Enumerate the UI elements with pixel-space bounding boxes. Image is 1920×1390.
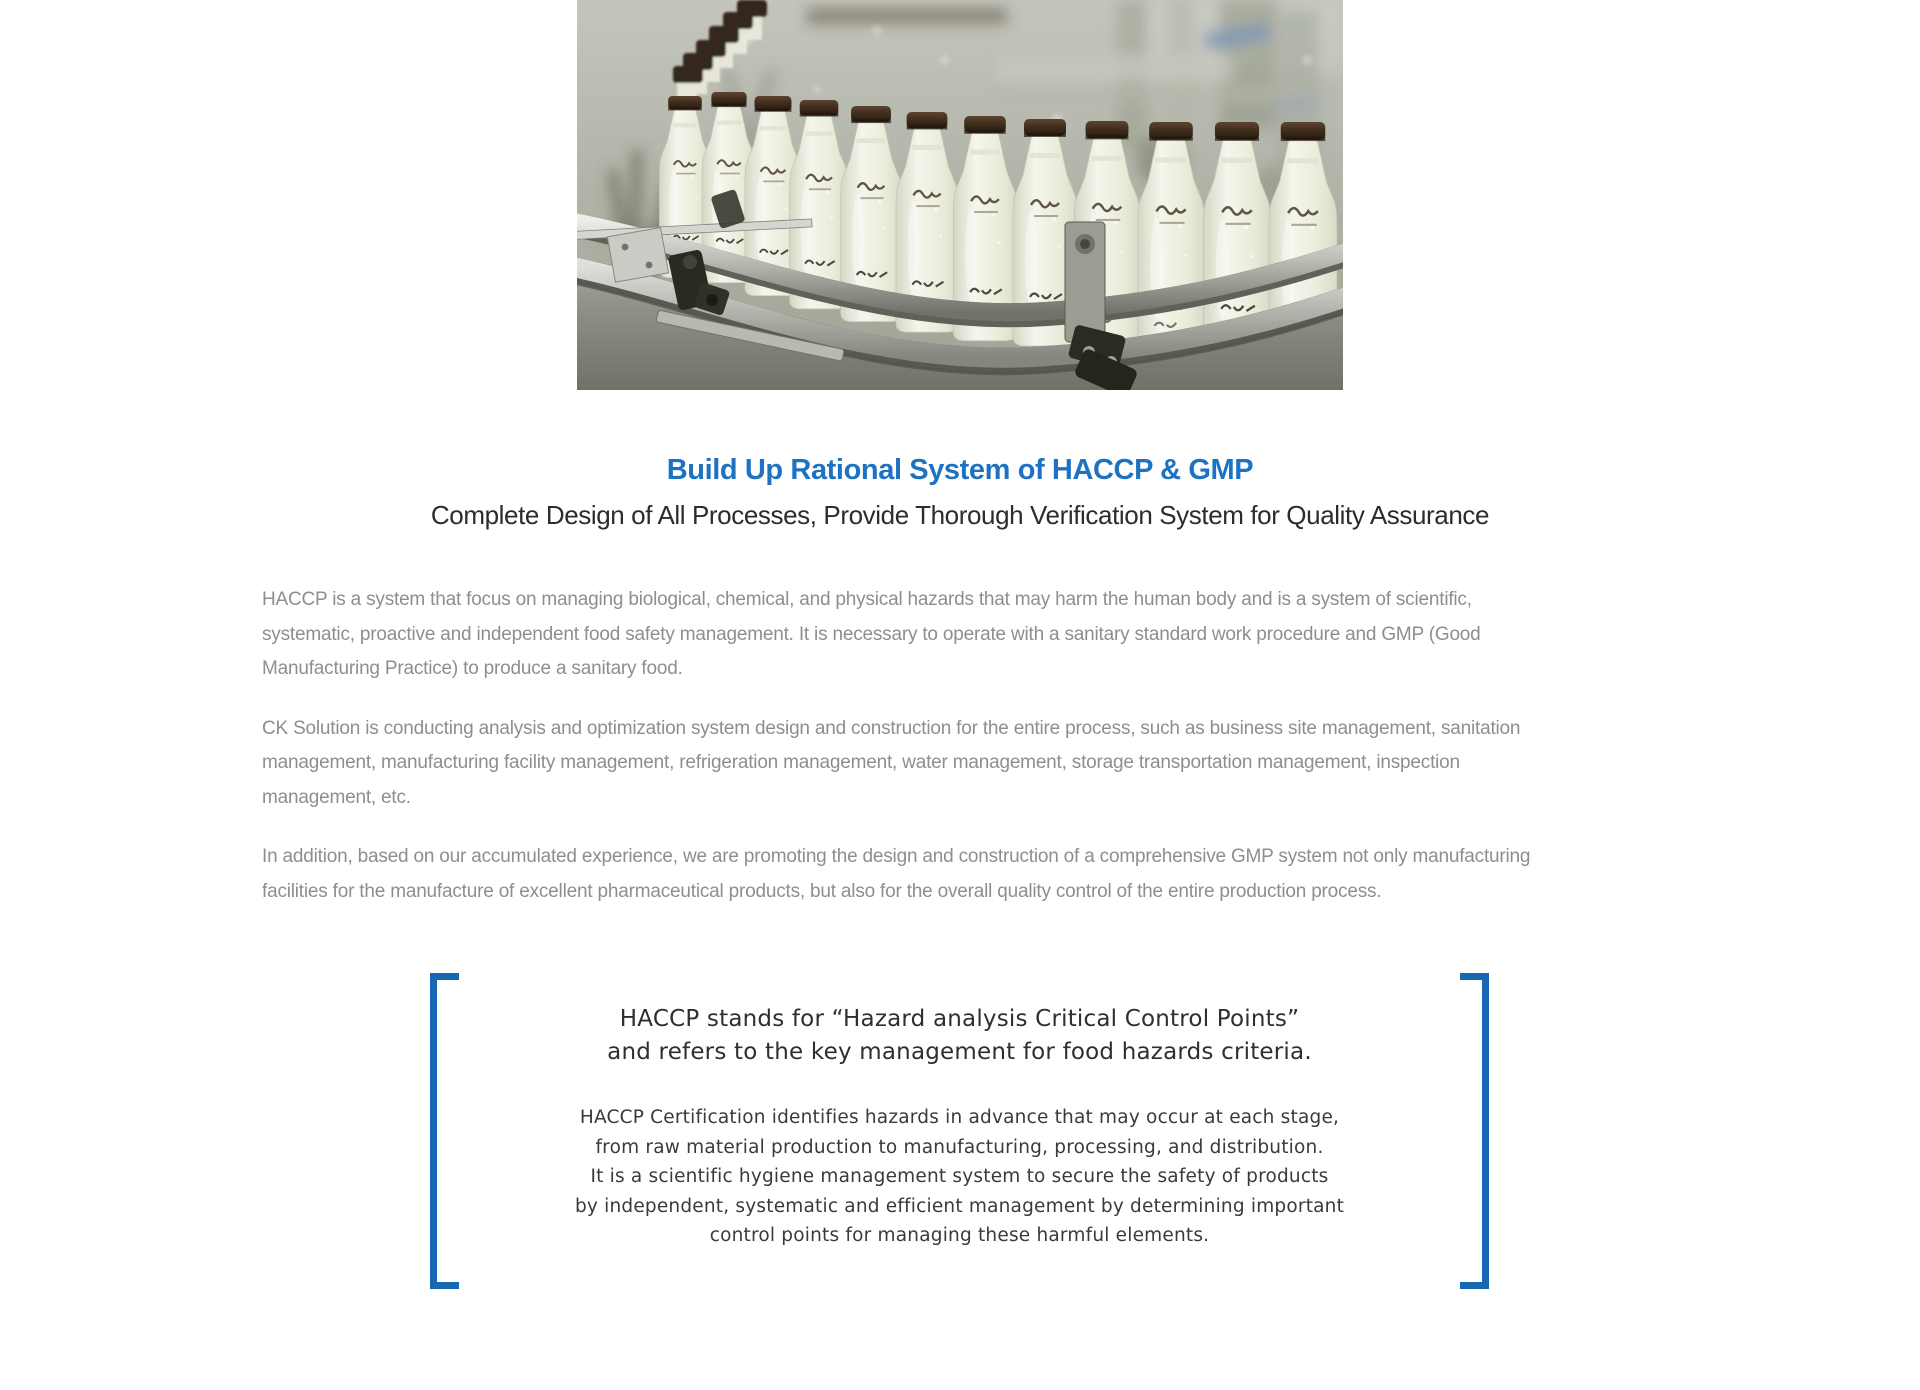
paragraph-line: In addition, based on our accumulated experience, we are promoting the design and construction of a comprehensive GMP system not only manufacturing — [262, 846, 1531, 867]
quote-body-line: HACCP Certification identifies hazards in advance that may occur at each stage, — [579, 1107, 1340, 1128]
right-bracket-decoration — [1460, 973, 1489, 1289]
section-subtitle: Complete Design of All Processes, Provide Thorough Verification System for Quality Assurance — [430, 500, 1490, 530]
paragraph-line: HACCP is a system that focus on managing biological, chemical, and physical hazards that may harm the human body and is a system of scientific, — [262, 589, 1472, 610]
paragraph-line: systematic, proactive and independent food safety management. It is necessary to operate with a sanitary standard work procedure and GMP (Good — [262, 623, 1481, 645]
section-title: Build Up Rational System of HACCP & GMP — [666, 454, 1254, 486]
quote-body-line: control points for managing these harmful elements. — [709, 1225, 1210, 1246]
quote-title-line: and refers to the key management for food hazards criteria. — [607, 1039, 1312, 1065]
paragraph-gmp-promotion — [262, 840, 1682, 909]
quote-title-line: HACCP stands for “Hazard analysis Critical Control Points” — [619, 1006, 1300, 1032]
body-paragraphs — [262, 583, 1682, 934]
quote-body-line: by independent, systematic and efficient management by determining important — [574, 1195, 1345, 1217]
haccp-quote-box — [430, 973, 1489, 1289]
paragraph-line: management, etc. — [262, 786, 411, 808]
paragraph-ck-solution — [262, 712, 1682, 816]
paragraph-line: CK Solution is conducting analysis and optimization system design and construction for the entire process, such as business site management, sanitation — [262, 717, 1521, 739]
quote-title — [430, 973, 1489, 1069]
quote-body — [430, 1103, 1489, 1251]
quote-body-line: from raw material production to manufacturing, processing, and distribution. — [595, 1136, 1324, 1158]
paragraph-line: management, manufacturing facility management, refrigeration management, water management, storage transportation management, inspection — [262, 752, 1460, 773]
milk-bottling-line-illustration — [577, 0, 1343, 390]
paragraph-line: facilities for the manufacture of excellent pharmaceutical products, but also for the overall quality control of the entire production process. — [262, 880, 1382, 902]
quote-body-line: It is a scientific hygiene management system to secure the safety of products — [590, 1166, 1329, 1187]
left-bracket-decoration — [430, 973, 459, 1289]
paragraph-line: Manufacturing Practice) to produce a sanitary food. — [262, 658, 683, 679]
paragraph-haccp-definition — [262, 583, 1682, 687]
milk-bottling-line-photo — [577, 0, 1343, 390]
